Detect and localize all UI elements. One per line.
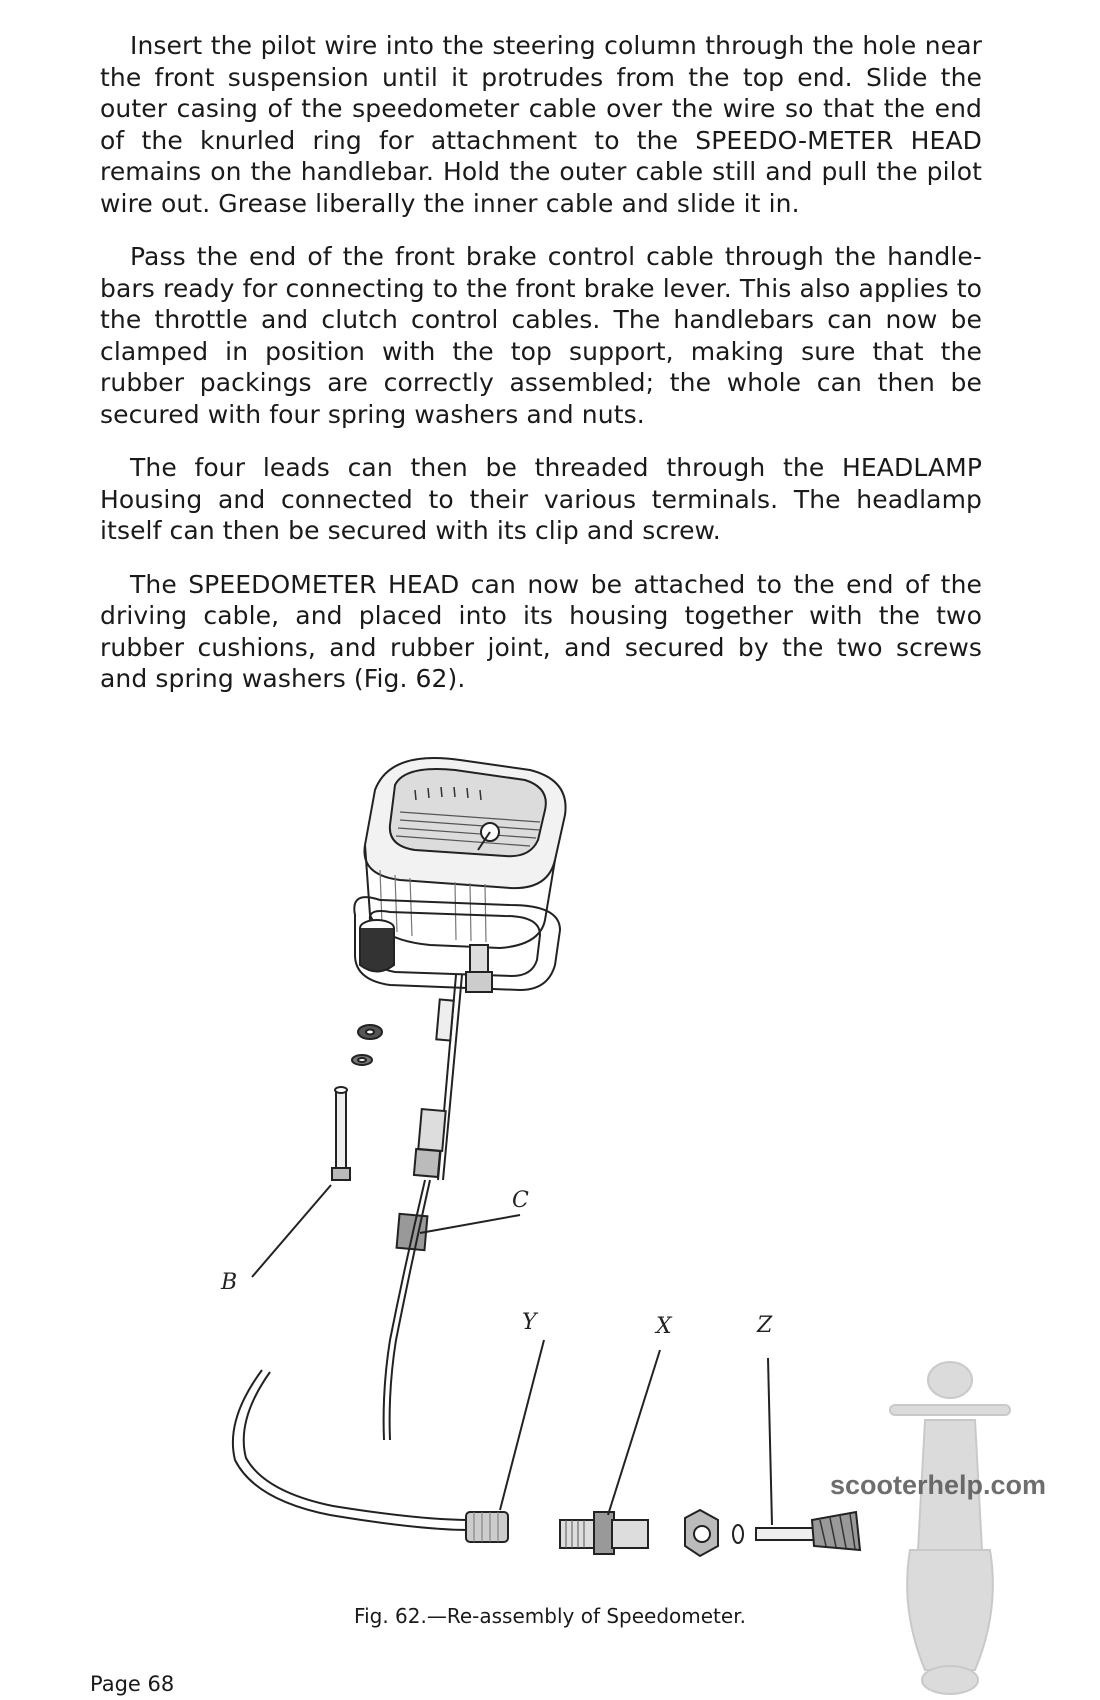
fitting-x-drawing (560, 1350, 660, 1554)
part-label-z: Z (757, 1313, 773, 1338)
screw-b-drawing (252, 1087, 350, 1277)
scooter-watermark-icon (870, 1350, 1030, 1700)
drive-shaft-z-drawing (756, 1358, 860, 1550)
watermark-text: scooterhelp.com (830, 1470, 1047, 1500)
paragraph-headlamp: The four leads can then be threaded through the HEADLAMP Housing and connected to their various terminals. The headlamp itself can then be secured with its clip and screw. (100, 453, 982, 545)
part-label-x: X (656, 1314, 672, 1339)
figure-caption: Fig. 62.—Re-assembly of Speedometer. (354, 1604, 746, 1628)
paragraph-brake-cable: Pass the end of the front brake control cable through the handle-bars ready for connecting to the front brake lever. This also applies to the throttle and clutch control cables. The handlebars can now be clamped in position with the top support, making sure that the rubber packings are correctly assembled; the whole can then be secured with four spring washers and nuts. (100, 242, 982, 429)
page-number: Page 68 (90, 1672, 175, 1696)
body-text (100, 30, 982, 717)
part-label-y: Y (522, 1310, 537, 1335)
part-label-c: C (512, 1188, 529, 1213)
nut-and-washer-drawing (685, 1510, 743, 1556)
washers-drawing (352, 1025, 382, 1065)
paragraph-speedometer-head: The SPEEDOMETER HEAD can now be attached to the end of the driving cable, and placed into its housing together with the two rubber cushions, and rubber joint, and secured by the two screws and spring washers (Fig. 62). (100, 569, 982, 693)
part-label-b: B (221, 1270, 238, 1295)
inner-cable-c-drawing (384, 975, 520, 1440)
paragraph-pilot-wire: Insert the pilot wire into the steering column through the hole near the front suspension until it protrudes from the top end. Slide the outer casing of the speedometer cable over the wire so that the end of the knurled ring for attachment to the SPEEDO-METER HEAD remains on the handlebar. Hold the outer cable still and pull the pilot wire out. Grease liberally the inner cable and slide it in. (100, 31, 982, 218)
outer-cable-y-drawing (233, 1340, 544, 1542)
rubber-cushion-drawing (360, 920, 394, 972)
